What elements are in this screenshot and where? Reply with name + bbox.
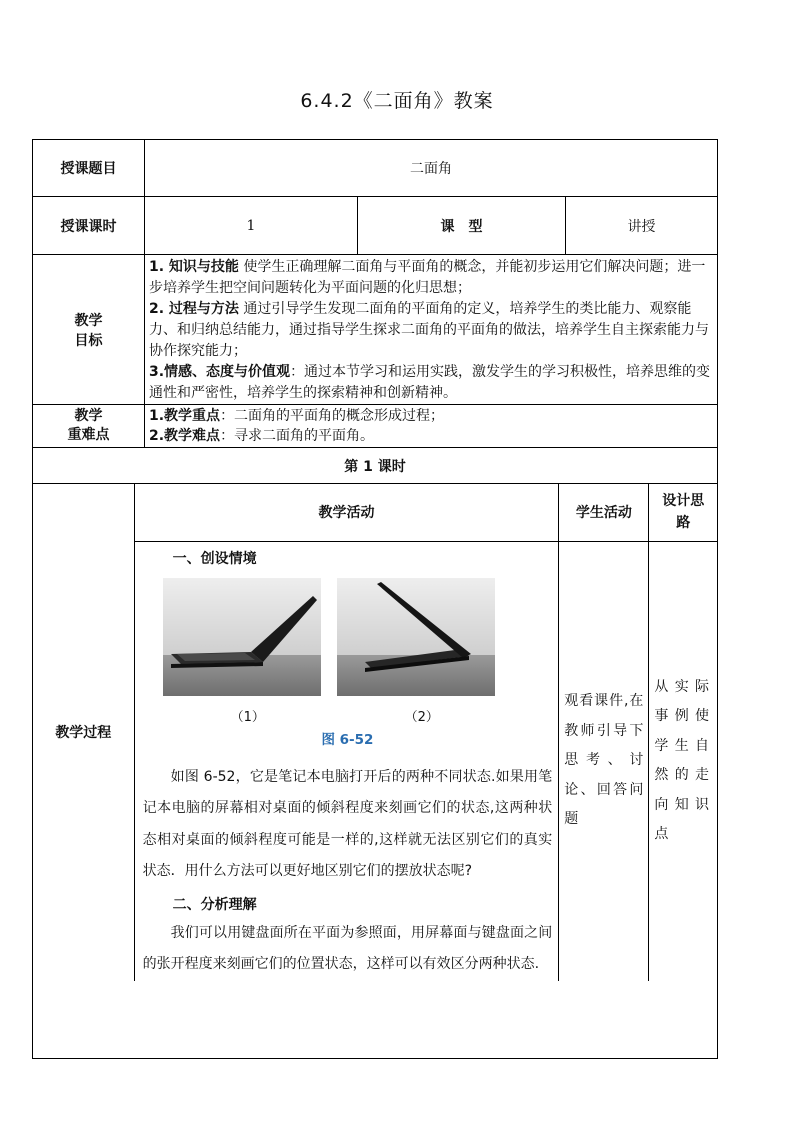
difficulty-item-2-title: 2.教学难点 xyxy=(149,428,221,444)
lesson-heading: 第 1 课时 xyxy=(33,448,718,484)
lesson-plan-table xyxy=(32,139,718,1059)
section-heading-analysis: 二、分析理解 xyxy=(172,896,257,913)
goals-label-line2: 目标 xyxy=(74,332,103,349)
student-column-header: 学生活动 xyxy=(559,484,649,541)
hours-label: 授课课时 xyxy=(33,197,145,255)
activity-content xyxy=(134,541,559,981)
difficulty-row xyxy=(33,405,718,448)
difficulty-item-2 xyxy=(149,426,713,446)
goals-label-line1: 教学 xyxy=(74,312,103,329)
topic-value: 二面角 xyxy=(145,140,718,197)
process-table xyxy=(33,484,717,981)
process-header-row xyxy=(33,484,717,541)
hours-row xyxy=(33,197,718,255)
difficulty-item-2-text: ：寻求二面角的平面角。 xyxy=(220,428,375,444)
student-activity: 观看课件,在教师引导下思考、讨论、回答问题 xyxy=(559,541,649,981)
laptop-photo-2 xyxy=(337,578,495,696)
lesson-type-label: 课 型 xyxy=(358,197,566,255)
laptop-photo-1 xyxy=(163,578,321,696)
lesson-type-value: 讲授 xyxy=(566,197,718,255)
photo-1-caption: （1） xyxy=(230,709,265,725)
difficulty-item-1-title: 1.教学重点 xyxy=(149,408,221,424)
goal-item-3 xyxy=(149,362,711,404)
document-title: 6.4.2《二面角》教案 xyxy=(300,90,494,112)
goal-item-3-title: 3.情感、态度与价值观 xyxy=(149,364,291,380)
design-idea: 从实际事例使学生自然的走向知识点 xyxy=(649,541,717,981)
difficulty-content xyxy=(145,405,718,448)
difficulty-item-1 xyxy=(149,406,713,426)
process-label: 教学过程 xyxy=(33,484,134,981)
goal-item-1-text: 使学生正确理解二面角与平面角的概念，并能初步运用它们解决问题；进一步培养学生把空间问题转化为平面问题的化归思想； xyxy=(149,259,706,296)
photo-2-caption: （2） xyxy=(404,709,439,725)
goal-item-2 xyxy=(149,299,711,362)
goal-item-2-text: 通过引导学生发现二面角的平面角的定义，培养学生的类比能力、观察能力、和归纳总结能力，通过指导学生探求二面角的平面角的做法，培养学生自主探索能力与协作探究能力； xyxy=(149,301,709,359)
goal-item-1-title: 1. 知识与技能 xyxy=(149,259,239,275)
process-cell xyxy=(33,484,718,1059)
hours-value: 1 xyxy=(145,197,358,255)
design-column-header: 设计思路 xyxy=(649,484,717,541)
goals-row xyxy=(33,255,718,405)
activity-column-header: 教学活动 xyxy=(134,484,559,541)
goal-item-3-text: ：通过本节学习和运用实践，激发学生的学习积极性，培养思维的变通性和严密性，培养学生的探索精神和创新精神。 xyxy=(149,364,711,401)
intro-paragraph: 如图 6-52，它是笔记本电脑打开后的两种不同状态.如果用笔记本电脑的屏幕相对桌面的倾斜程度来刻画它们的状态,这两种状态相对桌面的倾斜程度可能是一样的,这样就无法区别它们的真实状态．用什么方法可以更好地区别它们的摆放状态呢? xyxy=(142,768,553,879)
lesson-heading-row xyxy=(33,448,718,484)
laptop-photos xyxy=(143,578,553,726)
laptop-open-wide-image xyxy=(163,578,321,696)
section-heading-situation: 一、创设情境 xyxy=(172,550,257,567)
goals-label xyxy=(33,255,145,405)
difficulty-label-line2: 重难点 xyxy=(67,427,110,443)
topic-label: 授课题目 xyxy=(33,140,145,197)
difficulty-label-line1: 教学 xyxy=(74,408,103,424)
process-content-row xyxy=(33,541,717,981)
difficulty-label xyxy=(33,405,145,448)
figure-caption: 图 6-52 xyxy=(321,731,374,748)
laptop-closing-image xyxy=(337,578,495,696)
analysis-paragraph: 我们可以用键盘面所在平面为参照面，用屏幕面与键盘面之间的张开程度来刻画它们的位置状态，这样可以有效区分两种状态. xyxy=(142,924,553,972)
goal-item-1 xyxy=(149,257,711,299)
goal-item-2-title: 2. 过程与方法 xyxy=(149,301,239,317)
goals-content xyxy=(145,255,718,405)
topic-row xyxy=(33,140,718,197)
process-row xyxy=(33,484,718,1059)
difficulty-item-1-text: ：二面角的平面角的概念形成过程； xyxy=(220,408,445,424)
